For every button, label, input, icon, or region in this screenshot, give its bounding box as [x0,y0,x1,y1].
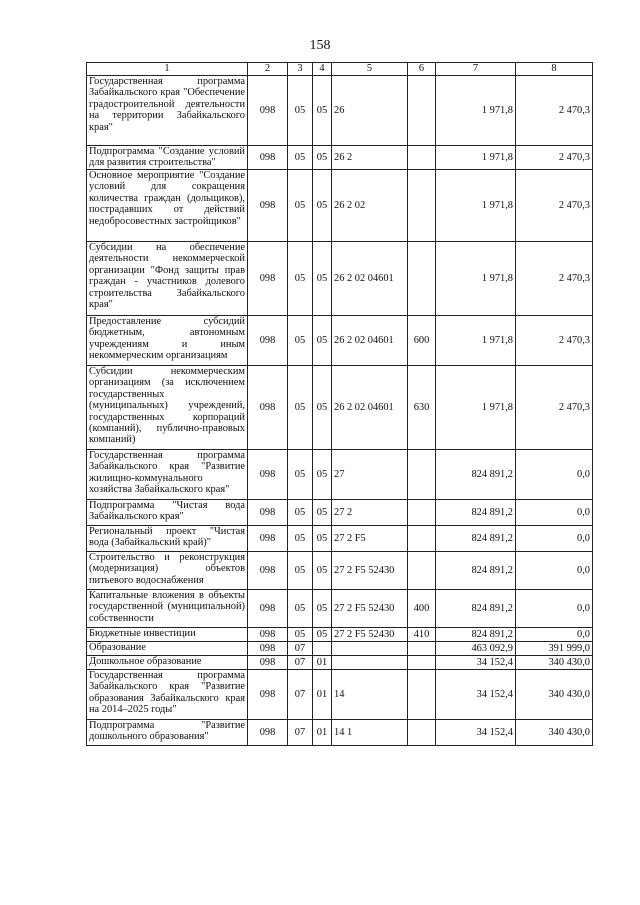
subsection-code: 05 [313,76,332,146]
amount-col8: 340 430,0 [516,670,593,720]
admin-code: 098 [248,552,288,590]
subsection-code: 01 [313,656,332,670]
row-name: Государственная программа Забайкальского края "Обеспечение градостроительной деятельности на территории Забайкальского края" [87,76,248,146]
expense-type [408,146,436,170]
amount-col7: 34 152,4 [436,720,516,746]
amount-col8: 2 470,3 [516,366,593,450]
section-code: 05 [288,590,313,628]
amount-col7: 1 971,8 [436,146,516,170]
subsection-code: 05 [313,366,332,450]
amount-col8: 2 470,3 [516,242,593,316]
target-article: 27 2 F5 52430 [332,628,408,642]
subsection-code: 05 [313,500,332,526]
row-name: Предоставление субсидий бюджетным, автономным учреждениям и иным некоммерческим организациям [87,316,248,366]
amount-col8: 2 470,3 [516,170,593,242]
section-code: 07 [288,720,313,746]
amount-col7: 824 891,2 [436,526,516,552]
table-row [87,366,593,450]
admin-code: 098 [248,590,288,628]
amount-col7: 463 092,9 [436,642,516,656]
expense-type [408,242,436,316]
amount-col8: 2 470,3 [516,316,593,366]
table-row [87,76,593,146]
admin-code: 098 [248,316,288,366]
target-article: 26 [332,76,408,146]
table-row [87,316,593,366]
subsection-code [313,642,332,656]
target-article: 27 2 F5 [332,526,408,552]
section-code: 07 [288,656,313,670]
amount-col7: 1 971,8 [436,366,516,450]
target-article: 14 [332,670,408,720]
row-name: Образование [87,642,248,656]
amount-col8: 340 430,0 [516,656,593,670]
target-article: 26 2 02 [332,170,408,242]
subsection-code: 05 [313,628,332,642]
target-article: 26 2 [332,146,408,170]
section-code: 07 [288,670,313,720]
subsection-code: 05 [313,242,332,316]
table-row [87,590,593,628]
row-name: Строительство и реконструкция (модернизация) объектов питьевого водоснабжения [87,552,248,590]
row-name: Подпрограмма "Развитие дошкольного образования" [87,720,248,746]
amount-col7: 1 971,8 [436,316,516,366]
target-article: 27 [332,450,408,500]
table-row [87,526,593,552]
admin-code: 098 [248,628,288,642]
subsection-code: 05 [313,590,332,628]
row-name: Региональный проект "Чистая вода (Забайкальский край)" [87,526,248,552]
section-code: 07 [288,642,313,656]
amount-col7: 824 891,2 [436,500,516,526]
target-article [332,656,408,670]
expense-type: 410 [408,628,436,642]
amount-col8: 0,0 [516,526,593,552]
expense-type: 630 [408,366,436,450]
section-code: 05 [288,500,313,526]
subsection-code: 05 [313,316,332,366]
admin-code: 098 [248,642,288,656]
section-code: 05 [288,242,313,316]
table-row [87,450,593,500]
admin-code: 098 [248,146,288,170]
section-code: 05 [288,450,313,500]
expense-type: 600 [408,316,436,366]
header-cell: 5 [332,63,408,76]
amount-col8: 0,0 [516,500,593,526]
expense-type [408,526,436,552]
amount-col8: 391 999,0 [516,642,593,656]
row-name: Основное мероприятие "Создание условий для сокращения количества граждан (дольщиков), пострадавших от действий недобросовестных застройщиков" [87,170,248,242]
amount-col7: 1 971,8 [436,170,516,242]
subsection-code: 05 [313,146,332,170]
header-cell: 1 [87,63,248,76]
section-code: 05 [288,628,313,642]
page-number: 158 [309,38,331,53]
table-row [87,242,593,316]
admin-code: 098 [248,656,288,670]
expense-type [408,170,436,242]
section-code: 05 [288,316,313,366]
row-name: Государственная программа Забайкальского края "Развитие жилищно-коммунального хозяйства Забайкальского края" [87,450,248,500]
section-code: 05 [288,526,313,552]
section-code: 05 [288,170,313,242]
header-cell: 4 [313,63,332,76]
subsection-code: 05 [313,170,332,242]
amount-col7: 1 971,8 [436,76,516,146]
expense-type [408,642,436,656]
admin-code: 098 [248,242,288,316]
amount-col7: 34 152,4 [436,670,516,720]
admin-code: 098 [248,366,288,450]
expense-type [408,76,436,146]
amount-col8: 0,0 [516,590,593,628]
section-code: 05 [288,76,313,146]
row-name: Дошкольное образование [87,656,248,670]
row-name: Капитальные вложения в объекты государственной (муниципальной) собственности [87,590,248,628]
section-code: 05 [288,366,313,450]
target-article [332,642,408,656]
subsection-code: 05 [313,552,332,590]
admin-code: 098 [248,76,288,146]
table-row [87,146,593,170]
amount-col8: 0,0 [516,552,593,590]
expense-type [408,500,436,526]
amount-col7: 824 891,2 [436,590,516,628]
header-cell: 2 [248,63,288,76]
admin-code: 098 [248,670,288,720]
header-cell: 6 [408,63,436,76]
amount-col8: 0,0 [516,628,593,642]
amount-col8: 2 470,3 [516,76,593,146]
expense-type [408,670,436,720]
row-name: Государственная программа Забайкальского края "Развитие образования Забайкальского края на 2014–2025 годы" [87,670,248,720]
row-name: Бюджетные инвестиции [87,628,248,642]
amount-col7: 824 891,2 [436,552,516,590]
admin-code: 098 [248,500,288,526]
expense-type [408,450,436,500]
table-row [87,552,593,590]
target-article: 27 2 F5 52430 [332,552,408,590]
subsection-code: 05 [313,526,332,552]
admin-code: 098 [248,170,288,242]
subsection-code: 05 [313,450,332,500]
table-row [87,170,593,242]
table-row [87,670,593,720]
admin-code: 098 [248,526,288,552]
admin-code: 098 [248,450,288,500]
target-article: 26 2 02 04601 [332,316,408,366]
amount-col7: 34 152,4 [436,656,516,670]
header-cell: 8 [516,63,593,76]
target-article: 14 1 [332,720,408,746]
admin-code: 098 [248,720,288,746]
row-name: Подпрограмма "Чистая вода Забайкальского края" [87,500,248,526]
amount-col8: 340 430,0 [516,720,593,746]
table-row [87,500,593,526]
budget-table [86,62,593,746]
subsection-code: 01 [313,720,332,746]
table-header-row [87,63,593,76]
table-row [87,628,593,642]
target-article: 27 2 [332,500,408,526]
target-article: 26 2 02 04601 [332,366,408,450]
table-row [87,720,593,746]
row-name: Подпрограмма "Создание условий для развития строительства" [87,146,248,170]
header-cell: 7 [436,63,516,76]
row-name: Субсидии на обеспечение деятельности некоммерческой организации "Фонд защиты прав граждан - участников долевого строительства Забайкальского края" [87,242,248,316]
section-code: 05 [288,146,313,170]
section-code: 05 [288,552,313,590]
amount-col8: 0,0 [516,450,593,500]
expense-type: 400 [408,590,436,628]
table-row [87,656,593,670]
target-article: 27 2 F5 52430 [332,590,408,628]
subsection-code: 01 [313,670,332,720]
amount-col7: 1 971,8 [436,242,516,316]
expense-type [408,552,436,590]
table-row [87,642,593,656]
target-article: 26 2 02 04601 [332,242,408,316]
row-name: Субсидии некоммерческим организациям (за исключением государственных (муниципальных) учреждений, государственных корпораций (компаний), публично-правовых компаний) [87,366,248,450]
amount-col7: 824 891,2 [436,450,516,500]
amount-col7: 824 891,2 [436,628,516,642]
expense-type [408,656,436,670]
header-cell: 3 [288,63,313,76]
expense-type [408,720,436,746]
amount-col8: 2 470,3 [516,146,593,170]
